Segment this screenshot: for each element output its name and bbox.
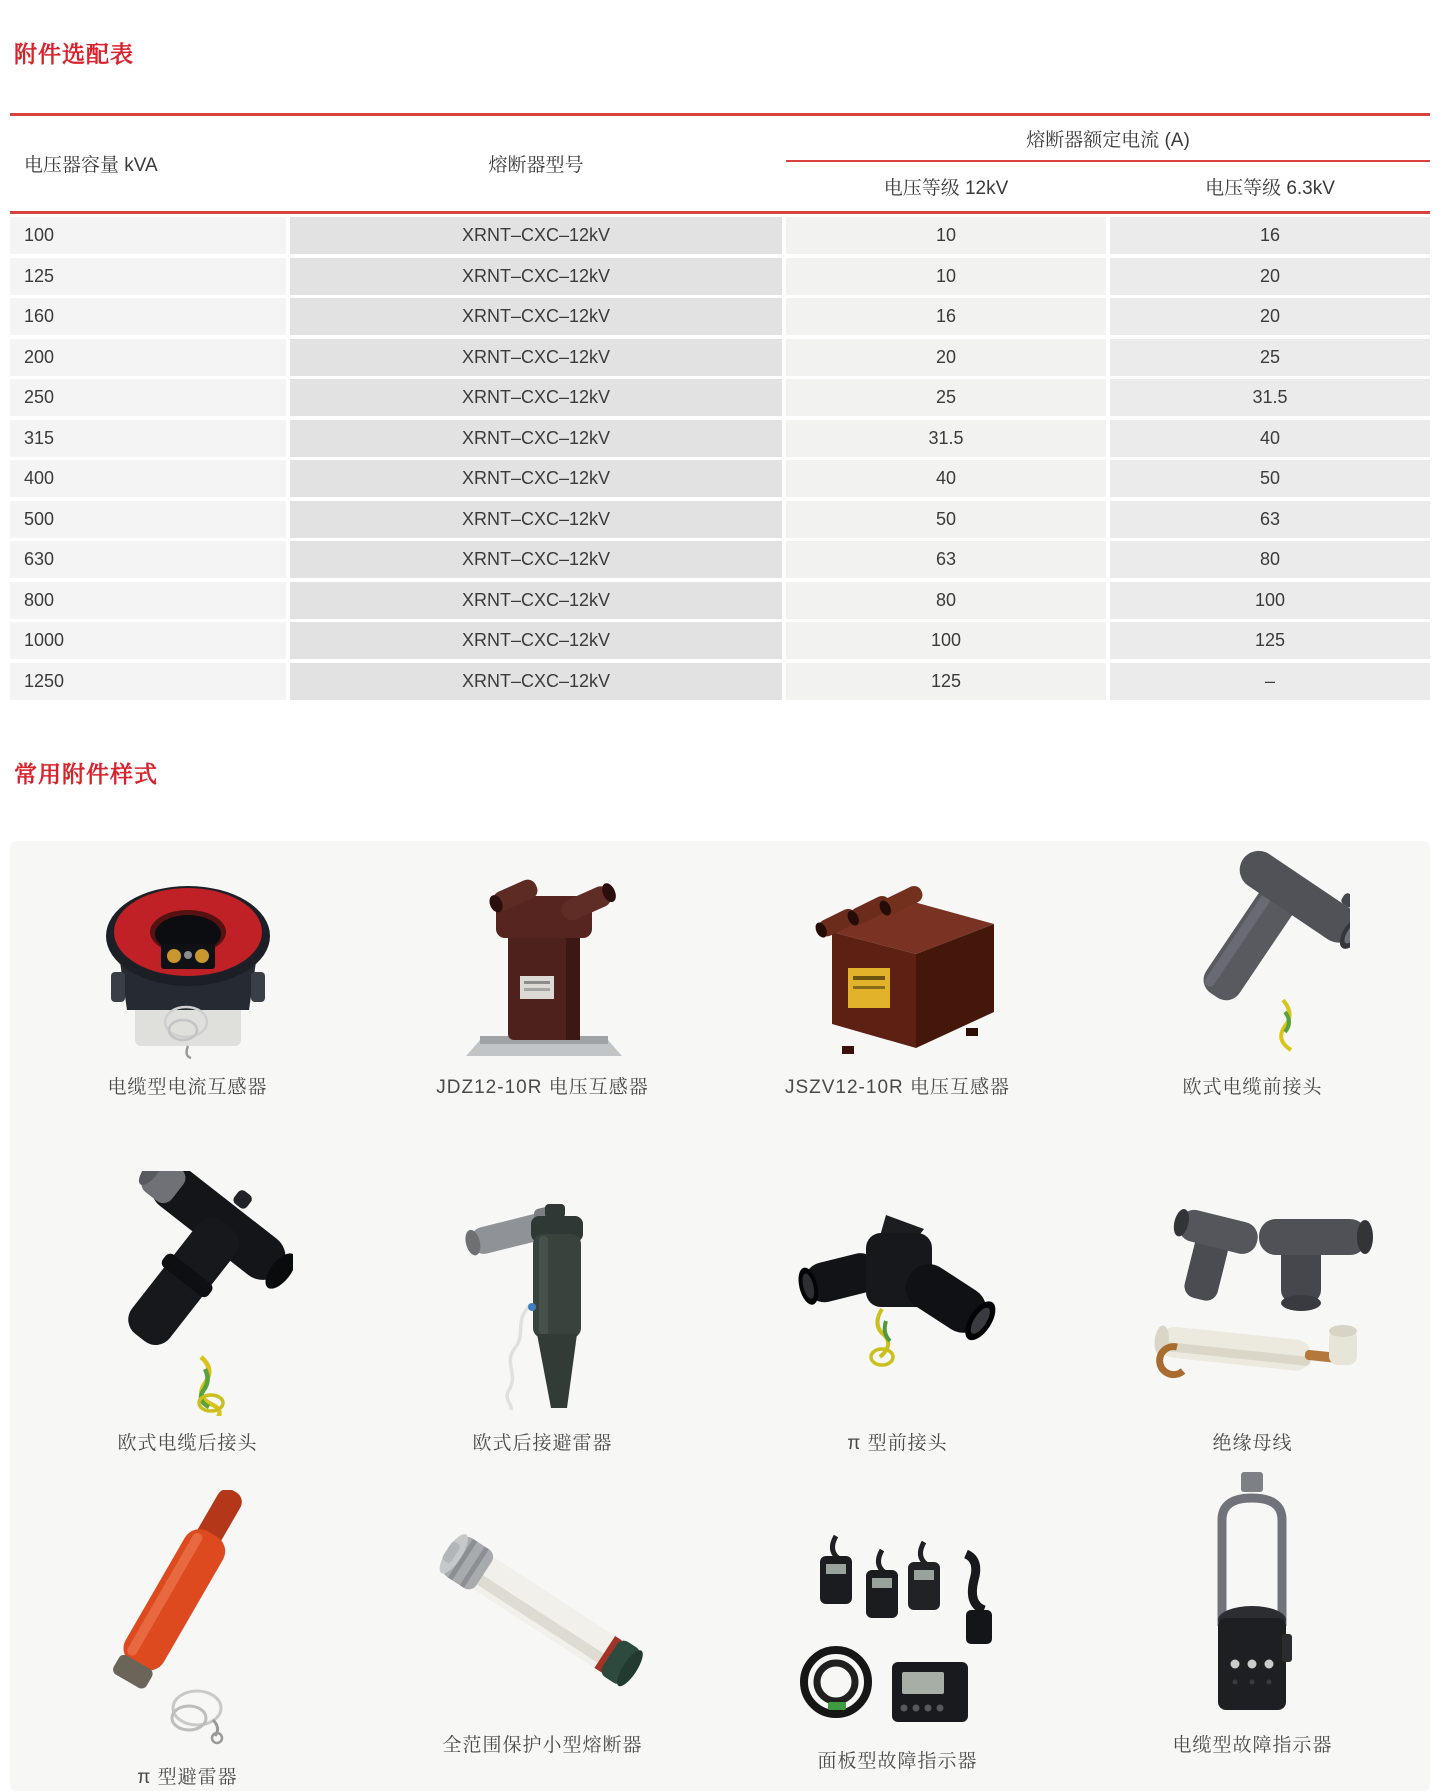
cell-current-6-3kv: 20 [1110,258,1430,295]
accessory-selection-table [10,113,1430,700]
item-caption: 电缆型电流互感器 [107,1076,268,1098]
cell-current-12kv: 16 [786,298,1106,335]
cell-capacity: 250 [10,379,286,416]
table-row [10,420,1430,457]
cell-fuse-model: XRNT–CXC–12kV [290,622,782,659]
table-row [10,460,1430,497]
table-row [10,339,1430,376]
cell-current-12kv: 125 [786,663,1106,700]
item-caption: 欧式电缆后接头 [117,1432,258,1454]
cell-fuse-model: XRNT–CXC–12kV [290,379,782,416]
cell-current-12kv: 40 [786,460,1106,497]
cell-capacity: 315 [10,420,286,457]
cell-capacity: 630 [10,541,286,578]
cell-capacity: 160 [10,298,286,335]
gallery-item [720,1109,1075,1465]
item-caption: 欧式后接避雷器 [472,1432,613,1454]
gallery-item [10,1465,365,1791]
gallery-item [1075,1465,1430,1791]
cell-fuse-model: XRNT–CXC–12kV [290,582,782,619]
cell-fuse-model: XRNT–CXC–12kV [290,339,782,376]
table-row [10,217,1430,254]
cell-current-6-3kv: 40 [1110,420,1430,457]
cell-current-12kv: 10 [786,258,1106,295]
cell-capacity: 1250 [10,663,286,700]
cell-fuse-model: XRNT–CXC–12kV [290,460,782,497]
cell-current-12kv: 80 [786,582,1106,619]
gallery-item [10,841,365,1109]
cell-capacity: 500 [10,501,286,538]
euro-cable-front-connector-image [1155,850,1350,1060]
cell-current-6-3kv: 31.5 [1110,379,1430,416]
panel-type-fault-indicator-image [770,1514,1025,1734]
cell-capacity: 800 [10,582,286,619]
table-row [10,501,1430,538]
item-caption: JSZV12-10R 电压互感器 [784,1076,1011,1098]
cell-fuse-model: XRNT–CXC–12kV [290,501,782,538]
header-fuse-model: 熔断器型号 [488,155,584,176]
insulated-busbar-image [1133,1201,1373,1416]
item-caption: 全范围保护小型熔断器 [442,1734,643,1756]
table-row [10,379,1430,416]
cell-fuse-model: XRNT–CXC–12kV [290,258,782,295]
cell-current-12kv: 10 [786,217,1106,254]
header-rated-current-group: 熔断器额定电流 (A) [786,116,1430,162]
table-body [10,217,1430,700]
euro-rear-arrester-image [453,1176,633,1416]
cell-current-6-3kv: 80 [1110,541,1430,578]
cell-current-6-3kv: 25 [1110,339,1430,376]
cell-current-12kv: 31.5 [786,420,1106,457]
gallery-item [365,841,720,1109]
cell-current-6-3kv: – [1110,663,1430,700]
item-caption: 面板型故障指示器 [817,1750,978,1772]
cell-current-6-3kv: 100 [1110,582,1430,619]
cell-current-6-3kv: 16 [1110,217,1430,254]
gallery-title: 常用附件样式 [14,760,158,787]
cell-current-12kv: 100 [786,622,1106,659]
cell-capacity: 200 [10,339,286,376]
table-row [10,582,1430,619]
item-caption: π 型避雷器 [137,1766,238,1788]
table-row [10,663,1430,700]
cell-current-12kv: 63 [786,541,1106,578]
gallery-item [1075,841,1430,1109]
table-header [10,113,1430,214]
item-caption: π 型前接头 [847,1432,948,1454]
euro-cable-rear-connector-image [83,1171,293,1416]
header-capacity: 电压器容量 kVA [24,155,158,176]
gallery-item [720,841,1075,1109]
cell-capacity: 1000 [10,622,286,659]
gallery-item [365,1109,720,1465]
jdz12-10r-voltage-transformer-image [448,860,638,1060]
item-caption: JDZ12-10R 电压互感器 [436,1076,649,1098]
table-row [10,298,1430,335]
accessories-panel [10,841,1430,1791]
cell-current-12kv: 50 [786,501,1106,538]
item-caption: 电缆型故障指示器 [1172,1734,1333,1756]
gallery-item [365,1465,720,1791]
item-caption: 欧式电缆前接头 [1182,1076,1323,1098]
table-row [10,541,1430,578]
cell-capacity: 100 [10,217,286,254]
cell-fuse-model: XRNT–CXC–12kV [290,541,782,578]
gallery-item [720,1465,1075,1791]
cable-type-fault-indicator-image [1165,1468,1340,1718]
cell-current-12kv: 25 [786,379,1106,416]
gallery-item [10,1109,365,1465]
cell-current-6-3kv: 63 [1110,501,1430,538]
pi-type-arrester-image [95,1490,280,1750]
selection-table-title: 附件选配表 [14,41,134,67]
cell-current-12kv: 20 [786,339,1106,376]
jszv12-10r-voltage-transformer-image [790,860,1005,1060]
cell-fuse-model: XRNT–CXC–12kV [290,298,782,335]
table-row [10,622,1430,659]
full-range-mini-fuse-image [418,1513,668,1718]
cable-type-current-transformer-image [93,860,283,1060]
cell-current-6-3kv: 20 [1110,298,1430,335]
cell-current-6-3kv: 50 [1110,460,1430,497]
pi-type-front-connector-image [790,1181,1005,1416]
cell-capacity: 400 [10,460,286,497]
cell-current-6-3kv: 125 [1110,622,1430,659]
header-voltage-6-3kv: 电压等级 6.3kV [1205,178,1335,199]
item-caption: 绝缘母线 [1212,1432,1293,1454]
cell-fuse-model: XRNT–CXC–12kV [290,663,782,700]
cell-fuse-model: XRNT–CXC–12kV [290,217,782,254]
cell-capacity: 125 [10,258,286,295]
gallery-item [1075,1109,1430,1465]
cell-fuse-model: XRNT–CXC–12kV [290,420,782,457]
header-voltage-12kv: 电压等级 12kV [883,178,1009,199]
table-row [10,258,1430,295]
